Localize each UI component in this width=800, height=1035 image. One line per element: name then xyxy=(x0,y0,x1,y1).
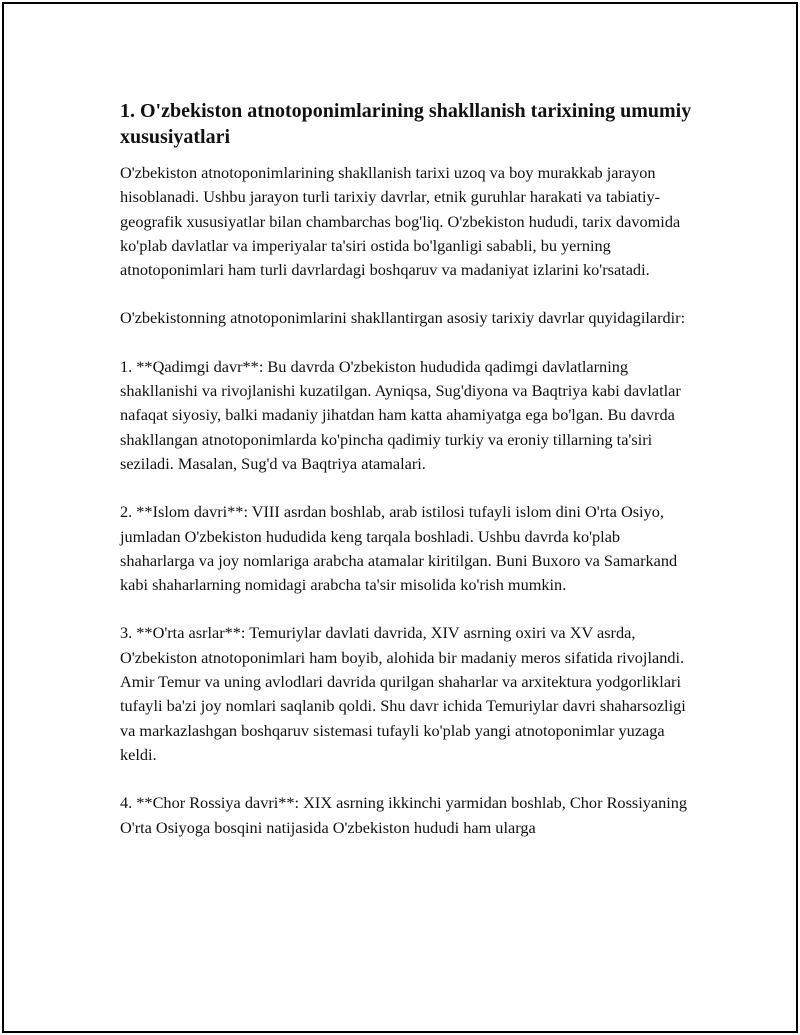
paragraph-middle-ages: 3. **O'rta asrlar**: Temuriylar davlati davrida, XIV asrning oxiri va XV asrda, O'zbekiston atnotoponimlari ham boyib, alohida bir madaniy meros sifatida rivojlandi. Amir Temur va uning avlodlari davrida qurilgan shaharlar va arxitektura yodgorliklari tufayli ba'zi joy nomlari saqlanib qoldi. Shu davr ichida Temuriylar davri shaharsozligi va markazlashgan boshqaruv sistemasi tufayli ko'plab yangi atnotoponimlar yuzaga keldi. xyxy=(120,623,686,764)
paragraph-periods-lead: O'zbekistonning atnotoponimlarini shakllantirgan asosiy tarixiy davrlar quyidagilardir: xyxy=(120,308,686,328)
document-body xyxy=(120,98,695,864)
page-title: 1. O'zbekiston atnotoponimlarining shakllanish tarixining umumiy xususiyatlari xyxy=(120,100,692,148)
page-frame xyxy=(2,2,798,1033)
paragraph-ancient-period: 1. **Qadimgi davr**: Bu davrda O'zbekiston hududida qadimgi davlatlarning shakllanishi va rivojlanishi kuzatilgan. Ayniqsa, Sug'diyona va Baqtriya kabi davlatlar nafaqat siyosiy, balki madaniy jihatdan ham katta ahamiyatga ega bo'lgan. Bu davrda shakllangan atnotoponimlarda ko'pincha qadimiy turkiy va eroniy tillarning ta'siri seziladi. Masalan, Sug'd va Baqtriya atamalari. xyxy=(120,356,681,473)
paragraph-tsarist-russia-period: 4. **Chor Rossiya davri**: XIX asrning ikkinchi yarmidan boshlab, Chor Rossiyaning O'rta Osiyoga bosqini natijasida O'zbekiston hududi ham ularga xyxy=(120,793,688,837)
paragraph-islamic-period: 2. **Islom davri**: VIII asrdan boshlab, arab istilosi tufayli islom dini O'rta Osiyo, jumladan O'zbekiston hududida keng tarqala boshladi. Ushbu davrda ko'plab shaharlarga va joy nomlariga arabcha atamalar kiritilgan. Buni Buxoro va Samarkand kabi shaharlarning nomidagi arabcha ta'sir misolida ko'rish mumkin. xyxy=(120,502,678,595)
paragraph-intro: O'zbekiston atnotoponimlarining shakllanish tarixi uzoq va boy murakkab jarayon hisoblanadi. Ushbu jarayon turli tarixiy davrlar, etnik guruhlar harakati va tabiatiy-geografik xususiyatlar bilan chambarchas bog'liq. O'zbekiston hududi, tarix davomida ko'plab davlatlar va imperiyalar ta'siri ostida bo'lganligi sababli, bu yerning atnotoponimlari ham turli davrlardagi boshqaruv va madaniyat izlarini ko'rsatadi. xyxy=(120,163,681,280)
